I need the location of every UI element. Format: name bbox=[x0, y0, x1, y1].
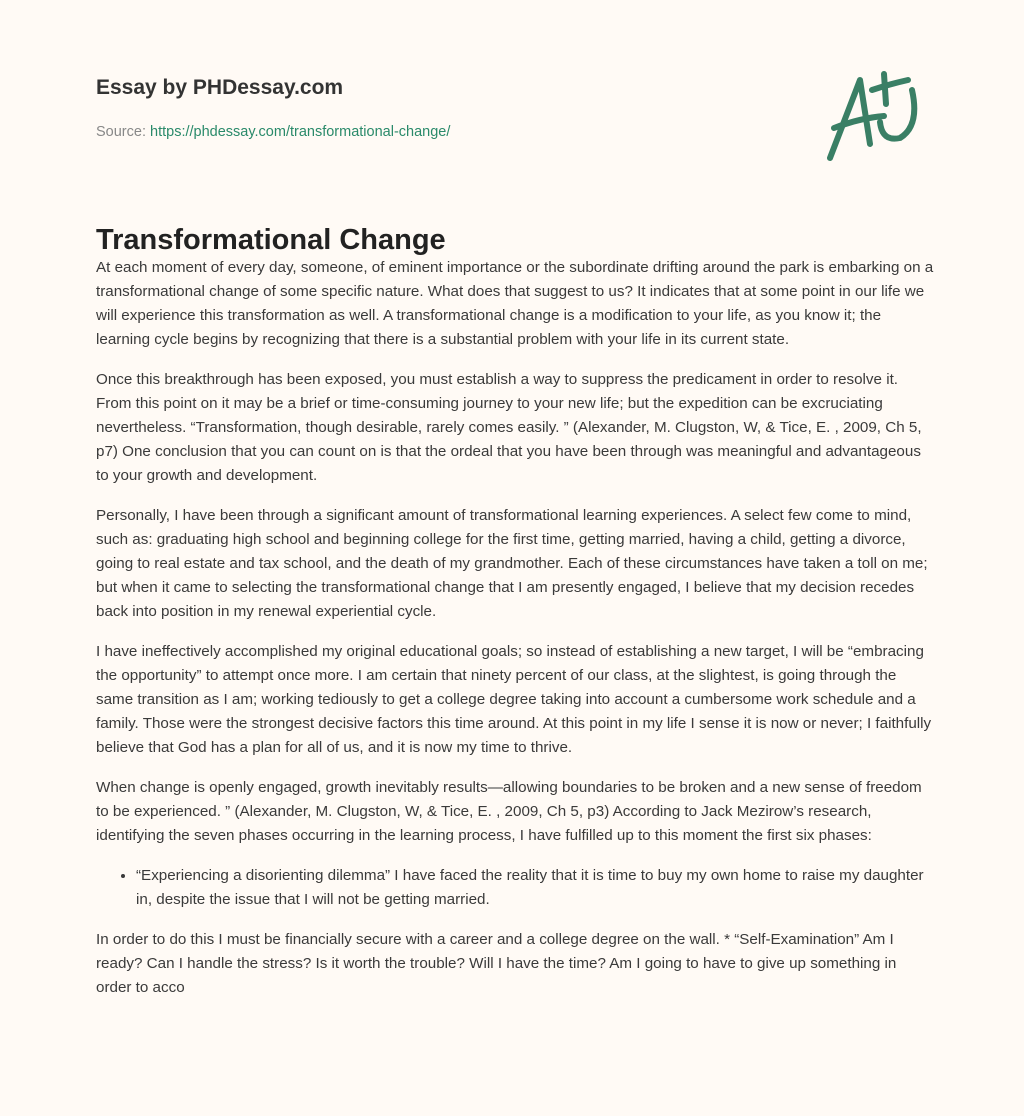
paragraph: Once this breakthrough has been exposed, you must establish a way to suppress the predicament in order to resolve it. From this point on it may be a brief or time-consuming journey to your new life; but the expedition can be excruciating nevertheless. “Transformation, though desirable, rarely comes easily. ” (Alexander, M. Clugston, W, & Tice, E. , 2009, Ch 5, p7) One conclusion that you can count on is that the ordeal that you have been through was meaningful and advantageous to your growth and development. bbox=[96, 371, 922, 484]
article-body bbox=[96, 256, 934, 1016]
bullet-list bbox=[96, 864, 934, 912]
paragraph: I have ineffectively accomplished my original educational goals; so instead of establishing a new target, I will be “embracing the opportunity” to attempt once more. I am certain that ninety percent of our class, at the slightest, is going through the same transition as I am; working tediously to get a college degree taking into account a cumbersome work schedule and a family. Those were the strongest decisive factors this time around. At this point in my life I sense it is now or never; I faithfully believe that God has a plan for all of us, and it is now my time to thrive. bbox=[96, 643, 932, 756]
source-line bbox=[96, 124, 450, 140]
paragraph: Personally, I have been through a significant amount of transformational learning experiences. A select few come to mind, such as: graduating high school and beginning college for the first time, getting married, having a child, getting a divorce, going to real estate and tax school, and the death of my grandmother. Each of these circumstances have taken a toll on me; but when it came to selecting the transformational change that I am presently engaged, I believe that my decision recedes back into position in my renewal experiential cycle. bbox=[96, 507, 928, 620]
paragraph: In order to do this I must be financially secure with a career and a college degree on the wall. * “Self-Examination” Am I ready? Can I handle the stress? Is it worth the trouble? Will I have the time? Am I going to have to give up something in order to acco bbox=[96, 931, 897, 996]
paragraph: When change is openly engaged, growth inevitably results—allowing boundaries to be broken and a new sense of freedom to be experienced. ” (Alexander, M. Clugston, W, & Tice, E. , 2009, Ch 5, p3) According to Jack Mezirow’s research, identifying the seven phases occurring in the learning process, I have fulfilled up to this moment the first six phases: bbox=[96, 779, 922, 844]
brand-title: Essay by PHDessay.com bbox=[96, 76, 344, 99]
article-title: Transformational Change bbox=[96, 224, 446, 256]
bullet-item: • “Experiencing a disorienting dilemma” I have faced the reality that it is time to buy my own home to raise my daughter in, despite the issue that I will not be getting married. bbox=[136, 864, 934, 912]
source-label: Source: bbox=[96, 124, 146, 140]
paragraph: At each moment of every day, someone, of eminent importance or the subordinate drifting around the park is embarking on a transformational change of some specific nature. What does that suggest to us? It indicates that at some point in our life we will experience this transformation as well. A transformational change is a modification to your life, as you know it; the learning cycle begins by recognizing that there is a substantial problem with your life in its current state. bbox=[96, 259, 934, 348]
a-plus-logo bbox=[820, 66, 930, 166]
source-link[interactable]: https://phdessay.com/transformational-change/ bbox=[150, 124, 451, 140]
